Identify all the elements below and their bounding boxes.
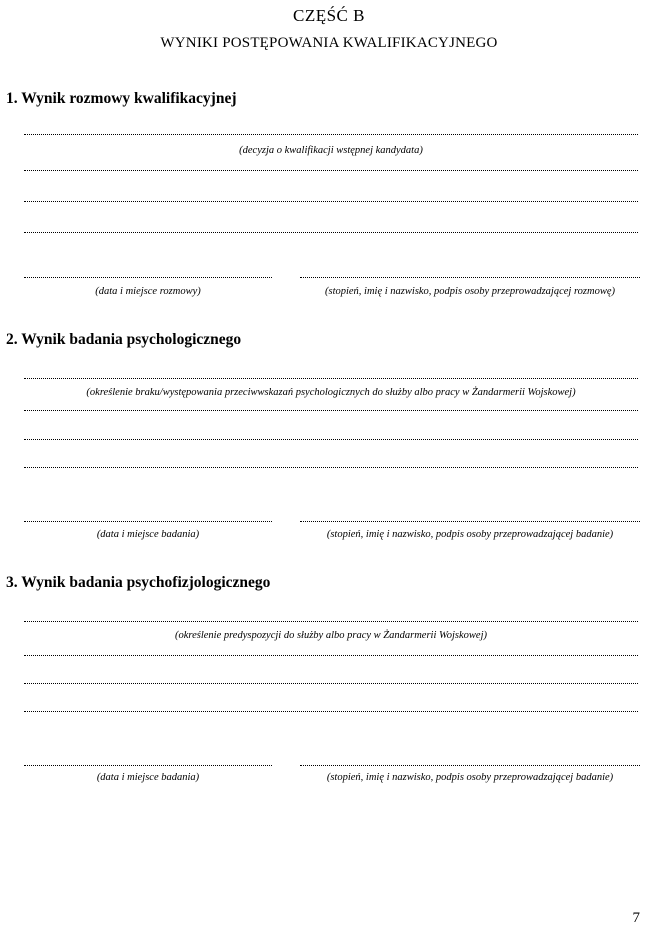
result-line[interactable] — [24, 467, 638, 468]
signature-line[interactable] — [300, 521, 640, 522]
result-line[interactable] — [24, 201, 638, 202]
result-line[interactable] — [24, 170, 638, 171]
date-place-caption: (data i miejsce rozmowy) — [95, 286, 201, 297]
date-place-line[interactable] — [24, 765, 272, 766]
section-number: 2. — [6, 331, 18, 348]
result-line[interactable] — [24, 134, 638, 135]
section-3-heading — [6, 574, 270, 592]
signature-caption: (stopień, imię i nazwisko, podpis osoby przeprowadzającej badanie) — [326, 529, 614, 540]
signature-caption: (stopień, imię i nazwisko, podpis osoby przeprowadzającej rozmowę) — [324, 286, 615, 297]
result-line[interactable] — [24, 655, 638, 656]
signature-caption: (stopień, imię i nazwisko, podpis osoby przeprowadzającej badanie) — [326, 772, 614, 783]
section-title: Wynik badania psychofizjologicznego — [21, 574, 271, 591]
section-number: 3. — [6, 574, 18, 591]
date-place-line[interactable] — [24, 521, 272, 522]
result-line[interactable] — [24, 621, 638, 622]
part-subtitle: WYNIKI POSTĘPOWANIA KWALIFIKACYJNEGO — [160, 35, 498, 51]
result-caption: (określenie braku/występowania przeciwwskazań psychologicznych do służby albo pracy w Żandarmerii Wojskowej) — [86, 387, 576, 398]
page-number: 7 — [632, 910, 640, 926]
result-line[interactable] — [24, 410, 638, 411]
signature-line[interactable] — [300, 765, 640, 766]
part-title: CZĘŚĆ B — [293, 6, 365, 25]
date-place-line[interactable] — [24, 277, 272, 278]
date-place-caption: (data i miejsce badania) — [96, 772, 200, 783]
result-line[interactable] — [24, 683, 638, 684]
section-title: Wynik badania psychologicznego — [21, 331, 242, 348]
section-number: 1. — [6, 90, 18, 107]
section-2-heading — [6, 331, 241, 349]
result-line[interactable] — [24, 232, 638, 233]
result-line[interactable] — [24, 711, 638, 712]
section-title: Wynik rozmowy kwalifikacyjnej — [21, 90, 237, 107]
result-caption: (decyzja o kwalifikacji wstępnej kandydata) — [239, 145, 423, 156]
section-1-heading — [6, 90, 237, 108]
result-line[interactable] — [24, 378, 638, 379]
result-caption: (określenie predyspozycji do służby albo pracy w Żandarmerii Wojskowej) — [174, 630, 488, 641]
date-place-caption: (data i miejsce badania) — [96, 529, 200, 540]
signature-line[interactable] — [300, 277, 640, 278]
result-line[interactable] — [24, 439, 638, 440]
